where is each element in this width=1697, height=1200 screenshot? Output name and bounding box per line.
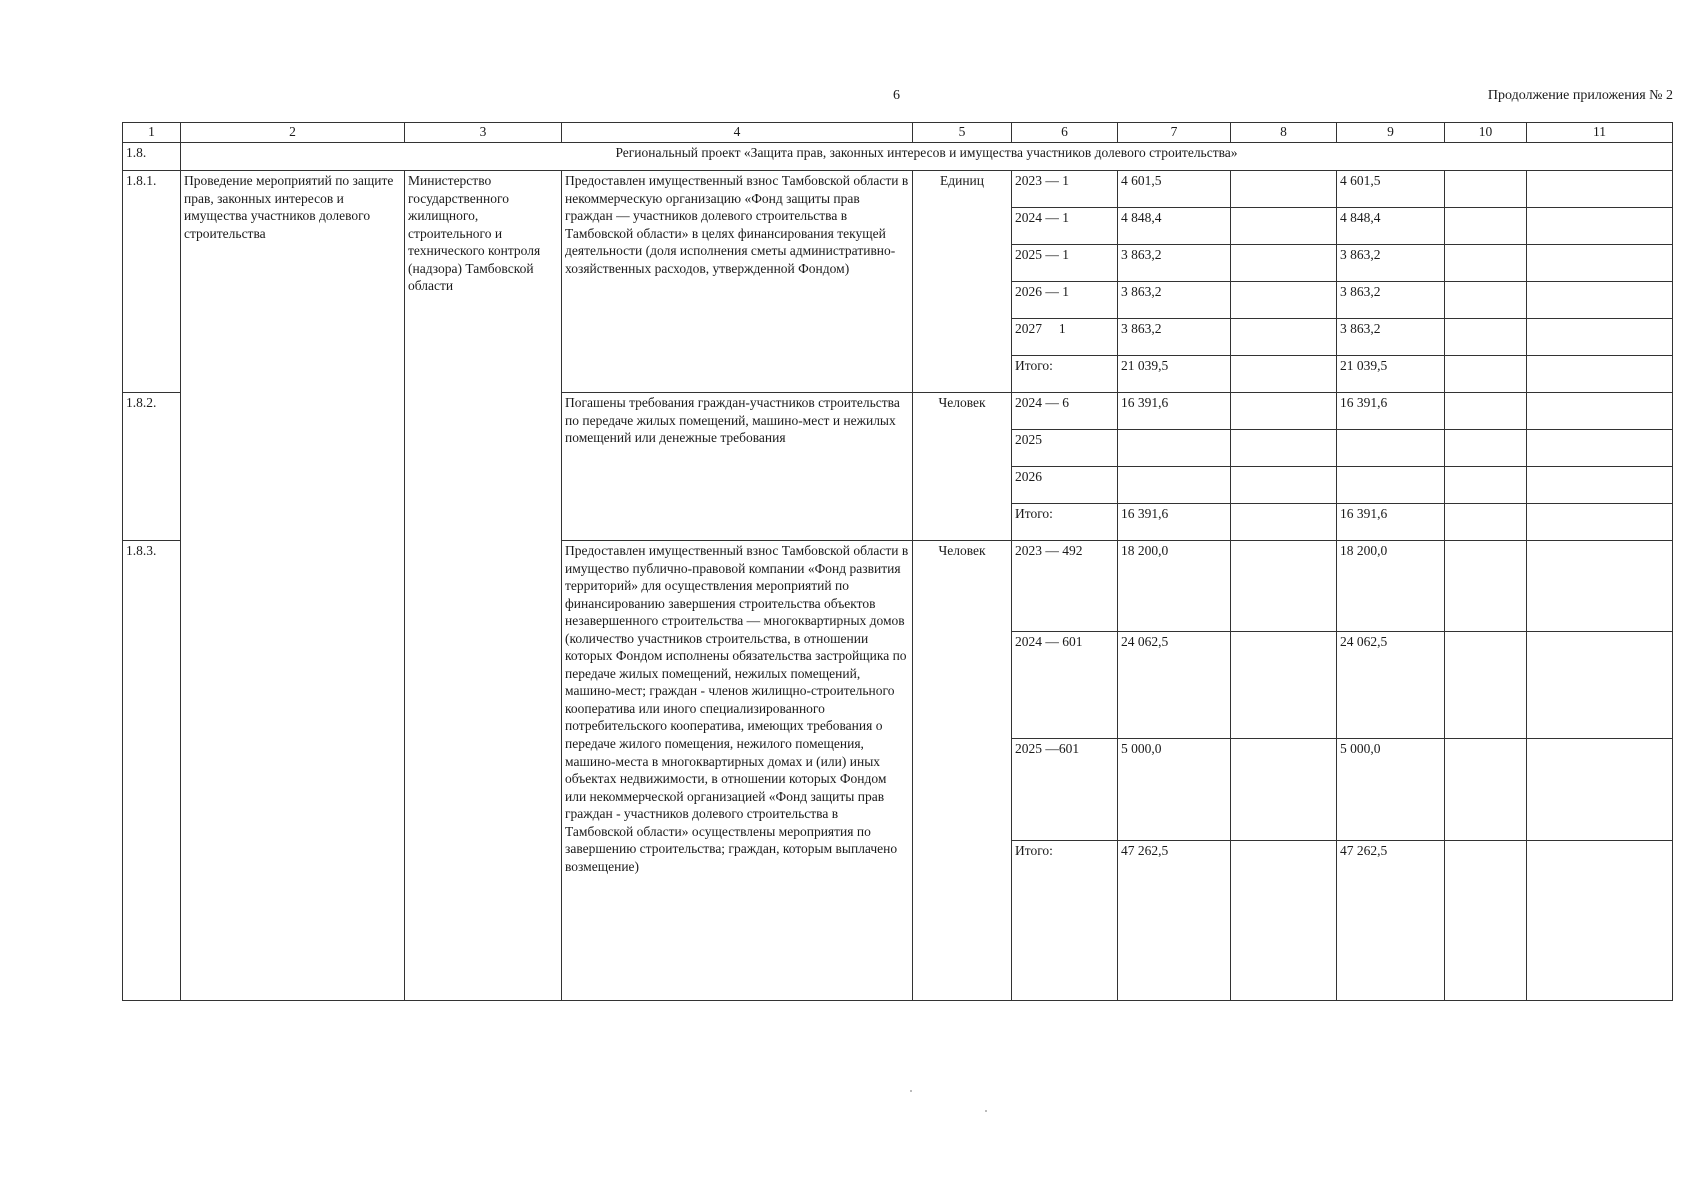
total-label: Итого: bbox=[1012, 356, 1118, 393]
total-col7: 16 391,6 bbox=[1118, 504, 1231, 541]
value-col10 bbox=[1445, 171, 1527, 208]
value-col9: 3 863,2 bbox=[1337, 282, 1445, 319]
value-col10 bbox=[1445, 208, 1527, 245]
col-header-7: 7 bbox=[1118, 123, 1231, 143]
result-text: Погашены требования граждан-участников строительства по передаче жилых помещений, машино-мест и нежилых помещений или денежные требования bbox=[562, 393, 913, 541]
value-col7: 24 062,5 bbox=[1118, 632, 1231, 739]
col-header-5: 5 bbox=[913, 123, 1012, 143]
total-label: Итого: bbox=[1012, 841, 1118, 1001]
value-col10 bbox=[1445, 467, 1527, 504]
year-cell: 2024 — 1 bbox=[1012, 208, 1118, 245]
value-col9: 3 863,2 bbox=[1337, 245, 1445, 282]
value-col11 bbox=[1527, 356, 1673, 393]
value-col10 bbox=[1445, 504, 1527, 541]
value-col11 bbox=[1527, 430, 1673, 467]
value-col10 bbox=[1445, 541, 1527, 632]
value-col11 bbox=[1527, 467, 1673, 504]
value-col11 bbox=[1527, 632, 1673, 739]
value-col10 bbox=[1445, 841, 1527, 1001]
year-cell: 2025 bbox=[1012, 430, 1118, 467]
total-col9: 21 039,5 bbox=[1337, 356, 1445, 393]
column-number-row bbox=[123, 123, 1673, 143]
value-col11 bbox=[1527, 245, 1673, 282]
value-col8 bbox=[1231, 541, 1337, 632]
col-header-4: 4 bbox=[562, 123, 913, 143]
value-col8 bbox=[1231, 430, 1337, 467]
value-col10 bbox=[1445, 739, 1527, 841]
value-col7 bbox=[1118, 467, 1231, 504]
value-col7: 3 863,2 bbox=[1118, 319, 1231, 356]
result-text: Предоставлен имущественный взнос Тамбовской области в имущество публично-правовой компании «Фонд развития территорий» для осуществления мероприятий по финансированию завершения строительства объектов незавершенного строительства — многоквартирных домов (количество участников строительства, в отношении которых Фондом исполнены обязательства застройщика по передаче жилых помещений, нежилых помещений, машино-мест; граждан - членов жилищно-строительного кооператива или иного специализированного потребительского кооператива, имеющих требования о передаче жилого помещения, нежилого помещения, машино-места в многоквартирных домах и (или) иных объектах недвижимости, в отношении которых Фондом или некоммерческой организацией «Фонд защиты прав граждан - участников долевого строительства в Тамбовской области» осуществлены мероприятия по завершению строительства; граждан, которым выплачено возмещение) bbox=[562, 541, 913, 1001]
value-col10 bbox=[1445, 245, 1527, 282]
year-cell: 2025 — 1 bbox=[1012, 245, 1118, 282]
year-cell: 2025 —601 bbox=[1012, 739, 1118, 841]
col-header-10: 10 bbox=[1445, 123, 1527, 143]
year-cell: 2026 — 1 bbox=[1012, 282, 1118, 319]
value-col7: 3 863,2 bbox=[1118, 245, 1231, 282]
value-col7: 16 391,6 bbox=[1118, 393, 1231, 430]
value-col10 bbox=[1445, 632, 1527, 739]
result-text: Предоставлен имущественный взнос Тамбовской области в некоммерческую организацию «Фонд защиты прав граждан — участников долевого строительства в Тамбовской области» в целях финансирования текущей деятельности (доля исполнения сметы административно-хозяйственных расходов, утвержденной Фондом) bbox=[562, 171, 913, 393]
value-col8 bbox=[1231, 282, 1337, 319]
value-col10 bbox=[1445, 393, 1527, 430]
data-table bbox=[122, 122, 1673, 1001]
total-col9: 47 262,5 bbox=[1337, 841, 1445, 1001]
value-col8 bbox=[1231, 356, 1337, 393]
year-cell: 2024 — 601 bbox=[1012, 632, 1118, 739]
value-col10 bbox=[1445, 356, 1527, 393]
continuation-label: Продолжение приложения № 2 bbox=[1487, 88, 1673, 103]
row-number: 1.8.2. bbox=[123, 393, 181, 541]
measure-executor: Министерство государственного жилищного, строительного и технического контроля (надзора) Тамбовской области bbox=[405, 171, 562, 1001]
total-col7: 47 262,5 bbox=[1118, 841, 1231, 1001]
scan-speck bbox=[910, 1090, 912, 1092]
value-col11 bbox=[1527, 208, 1673, 245]
value-col11 bbox=[1527, 504, 1673, 541]
value-col11 bbox=[1527, 319, 1673, 356]
unit-cell: Единиц bbox=[913, 171, 1012, 393]
year-cell: 2023 — 492 bbox=[1012, 541, 1118, 632]
row-number: 1.8.3. bbox=[123, 541, 181, 1001]
value-col8 bbox=[1231, 208, 1337, 245]
value-col9: 5 000,0 bbox=[1337, 739, 1445, 841]
value-col7 bbox=[1118, 430, 1231, 467]
year-cell: 2027 1 bbox=[1012, 319, 1118, 356]
value-col8 bbox=[1231, 245, 1337, 282]
col-header-11: 11 bbox=[1527, 123, 1673, 143]
section-title: Региональный проект «Защита прав, законных интересов и имущества участников долевого строительства» bbox=[181, 143, 1673, 171]
value-col9 bbox=[1337, 467, 1445, 504]
col-header-1: 1 bbox=[123, 123, 181, 143]
table-row bbox=[123, 171, 1673, 208]
section-row bbox=[123, 143, 1673, 171]
value-col11 bbox=[1527, 393, 1673, 430]
col-header-8: 8 bbox=[1231, 123, 1337, 143]
value-col10 bbox=[1445, 430, 1527, 467]
year-cell: 2024 — 6 bbox=[1012, 393, 1118, 430]
value-col9 bbox=[1337, 430, 1445, 467]
row-number: 1.8.1. bbox=[123, 171, 181, 393]
col-header-6: 6 bbox=[1012, 123, 1118, 143]
col-header-2: 2 bbox=[181, 123, 405, 143]
value-col8 bbox=[1231, 393, 1337, 430]
value-col8 bbox=[1231, 171, 1337, 208]
unit-cell: Человек bbox=[913, 541, 1012, 1001]
value-col11 bbox=[1527, 841, 1673, 1001]
value-col7: 18 200,0 bbox=[1118, 541, 1231, 632]
value-col8 bbox=[1231, 467, 1337, 504]
total-col9: 16 391,6 bbox=[1337, 504, 1445, 541]
value-col8 bbox=[1231, 504, 1337, 541]
value-col7: 5 000,0 bbox=[1118, 739, 1231, 841]
value-col9: 16 391,6 bbox=[1337, 393, 1445, 430]
value-col8 bbox=[1231, 841, 1337, 1001]
unit-cell: Человек bbox=[913, 393, 1012, 541]
value-col8 bbox=[1231, 319, 1337, 356]
value-col10 bbox=[1445, 282, 1527, 319]
value-col7: 4 848,4 bbox=[1118, 208, 1231, 245]
value-col11 bbox=[1527, 739, 1673, 841]
value-col9: 18 200,0 bbox=[1337, 541, 1445, 632]
section-number: 1.8. bbox=[123, 143, 181, 171]
year-cell: 2023 — 1 bbox=[1012, 171, 1118, 208]
total-label: Итого: bbox=[1012, 504, 1118, 541]
value-col9: 3 863,2 bbox=[1337, 319, 1445, 356]
value-col8 bbox=[1231, 632, 1337, 739]
col-header-9: 9 bbox=[1337, 123, 1445, 143]
value-col10 bbox=[1445, 319, 1527, 356]
page-number: 6 bbox=[893, 88, 900, 103]
value-col9: 24 062,5 bbox=[1337, 632, 1445, 739]
total-col7: 21 039,5 bbox=[1118, 356, 1231, 393]
value-col11 bbox=[1527, 282, 1673, 319]
value-col7: 4 601,5 bbox=[1118, 171, 1231, 208]
value-col9: 4 848,4 bbox=[1337, 208, 1445, 245]
value-col9: 4 601,5 bbox=[1337, 171, 1445, 208]
value-col11 bbox=[1527, 541, 1673, 632]
measure-name: Проведение мероприятий по защите прав, законных интересов и имущества участников долевого строительства bbox=[181, 171, 405, 1001]
col-header-3: 3 bbox=[405, 123, 562, 143]
year-cell: 2026 bbox=[1012, 467, 1118, 504]
value-col11 bbox=[1527, 171, 1673, 208]
scan-speck bbox=[985, 1110, 987, 1112]
value-col8 bbox=[1231, 739, 1337, 841]
value-col7: 3 863,2 bbox=[1118, 282, 1231, 319]
